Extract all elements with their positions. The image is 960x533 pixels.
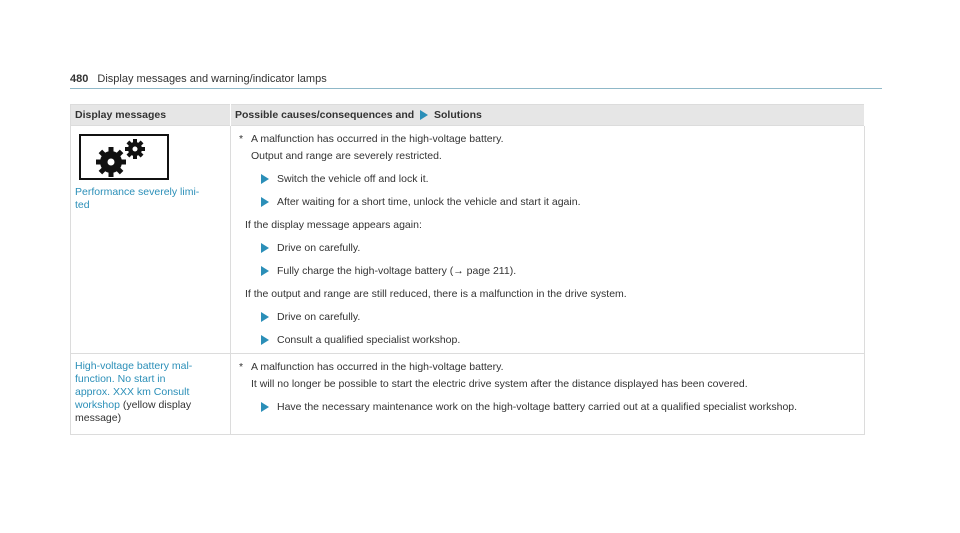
arrow-right-icon [420,110,428,120]
action-step [235,264,860,278]
causes-cell [231,354,865,435]
table-row [71,354,865,435]
line-text: Consult a qualified specialist workshop. [277,334,461,346]
line-text: Switch the vehicle off and lock it. [277,173,429,185]
message-suffix: (yellow display message) [75,399,192,424]
action-step [235,400,860,414]
arrow-right-icon [261,402,269,412]
arrow-right-icon [261,266,269,276]
footnote-line [235,132,860,146]
message-cell [71,354,231,435]
table-header-row [71,105,865,126]
indented-line [235,149,860,163]
paragraph [235,287,860,301]
message-cell [71,126,231,354]
arrow-right-icon [261,197,269,207]
causes-header-text: Possible causes/consequences and [235,109,415,121]
line-text: A malfunction has occurred in the high-voltage battery. [251,133,504,145]
line-text: Have the necessary maintenance work on the high-voltage battery carried out at a qualified specialist workshop. [277,401,798,413]
arrow-right-icon [261,335,269,345]
action-step [235,241,860,255]
messages-table [70,104,865,435]
page-header [70,73,882,89]
column-header-messages: Display messages [71,105,231,126]
table-row [71,126,865,354]
causes-cell [231,126,865,354]
line-text: If the display message appears again: [245,219,422,231]
column-header-causes [231,105,865,126]
solutions-header-text: Solutions [434,109,482,121]
line-text: Drive on carefully. [277,242,361,254]
page-number: 480 [70,73,89,85]
line-text: Drive on carefully. [277,311,361,323]
action-step [235,172,860,186]
action-step [235,310,860,324]
line-text: It will no longer be possible to start the electric drive system after the distance displayed has been covered. [251,378,748,390]
gears-warning-icon [79,134,169,180]
arrow-right-icon [261,312,269,322]
line-text: A malfunction has occurred in the high-voltage battery. [251,361,504,373]
action-step [235,195,860,209]
asterisk-marker: * [239,133,244,145]
message-text: Performance severely limi- ted [75,186,200,211]
line-text: After waiting for a short time, unlock the vehicle and start it again. [277,196,581,208]
paragraph [235,218,860,232]
arrow-right-icon [261,174,269,184]
asterisk-marker: * [239,361,244,373]
footnote-line [235,360,860,374]
arrow-right-icon [261,243,269,253]
line-text: Fully charge the high-voltage battery (→ page 211). [277,265,517,277]
message-text: High-voltage battery mal- function. No start in approx. XXX km Consult workshop [75,360,193,411]
page-title: Display messages and warning/indicator lamps [97,73,327,85]
indented-line [235,377,860,391]
line-text: If the output and range are still reduced, there is a malfunction in the drive system. [245,288,627,300]
action-step [235,333,860,347]
line-text: Output and range are severely restricted. [251,150,442,162]
